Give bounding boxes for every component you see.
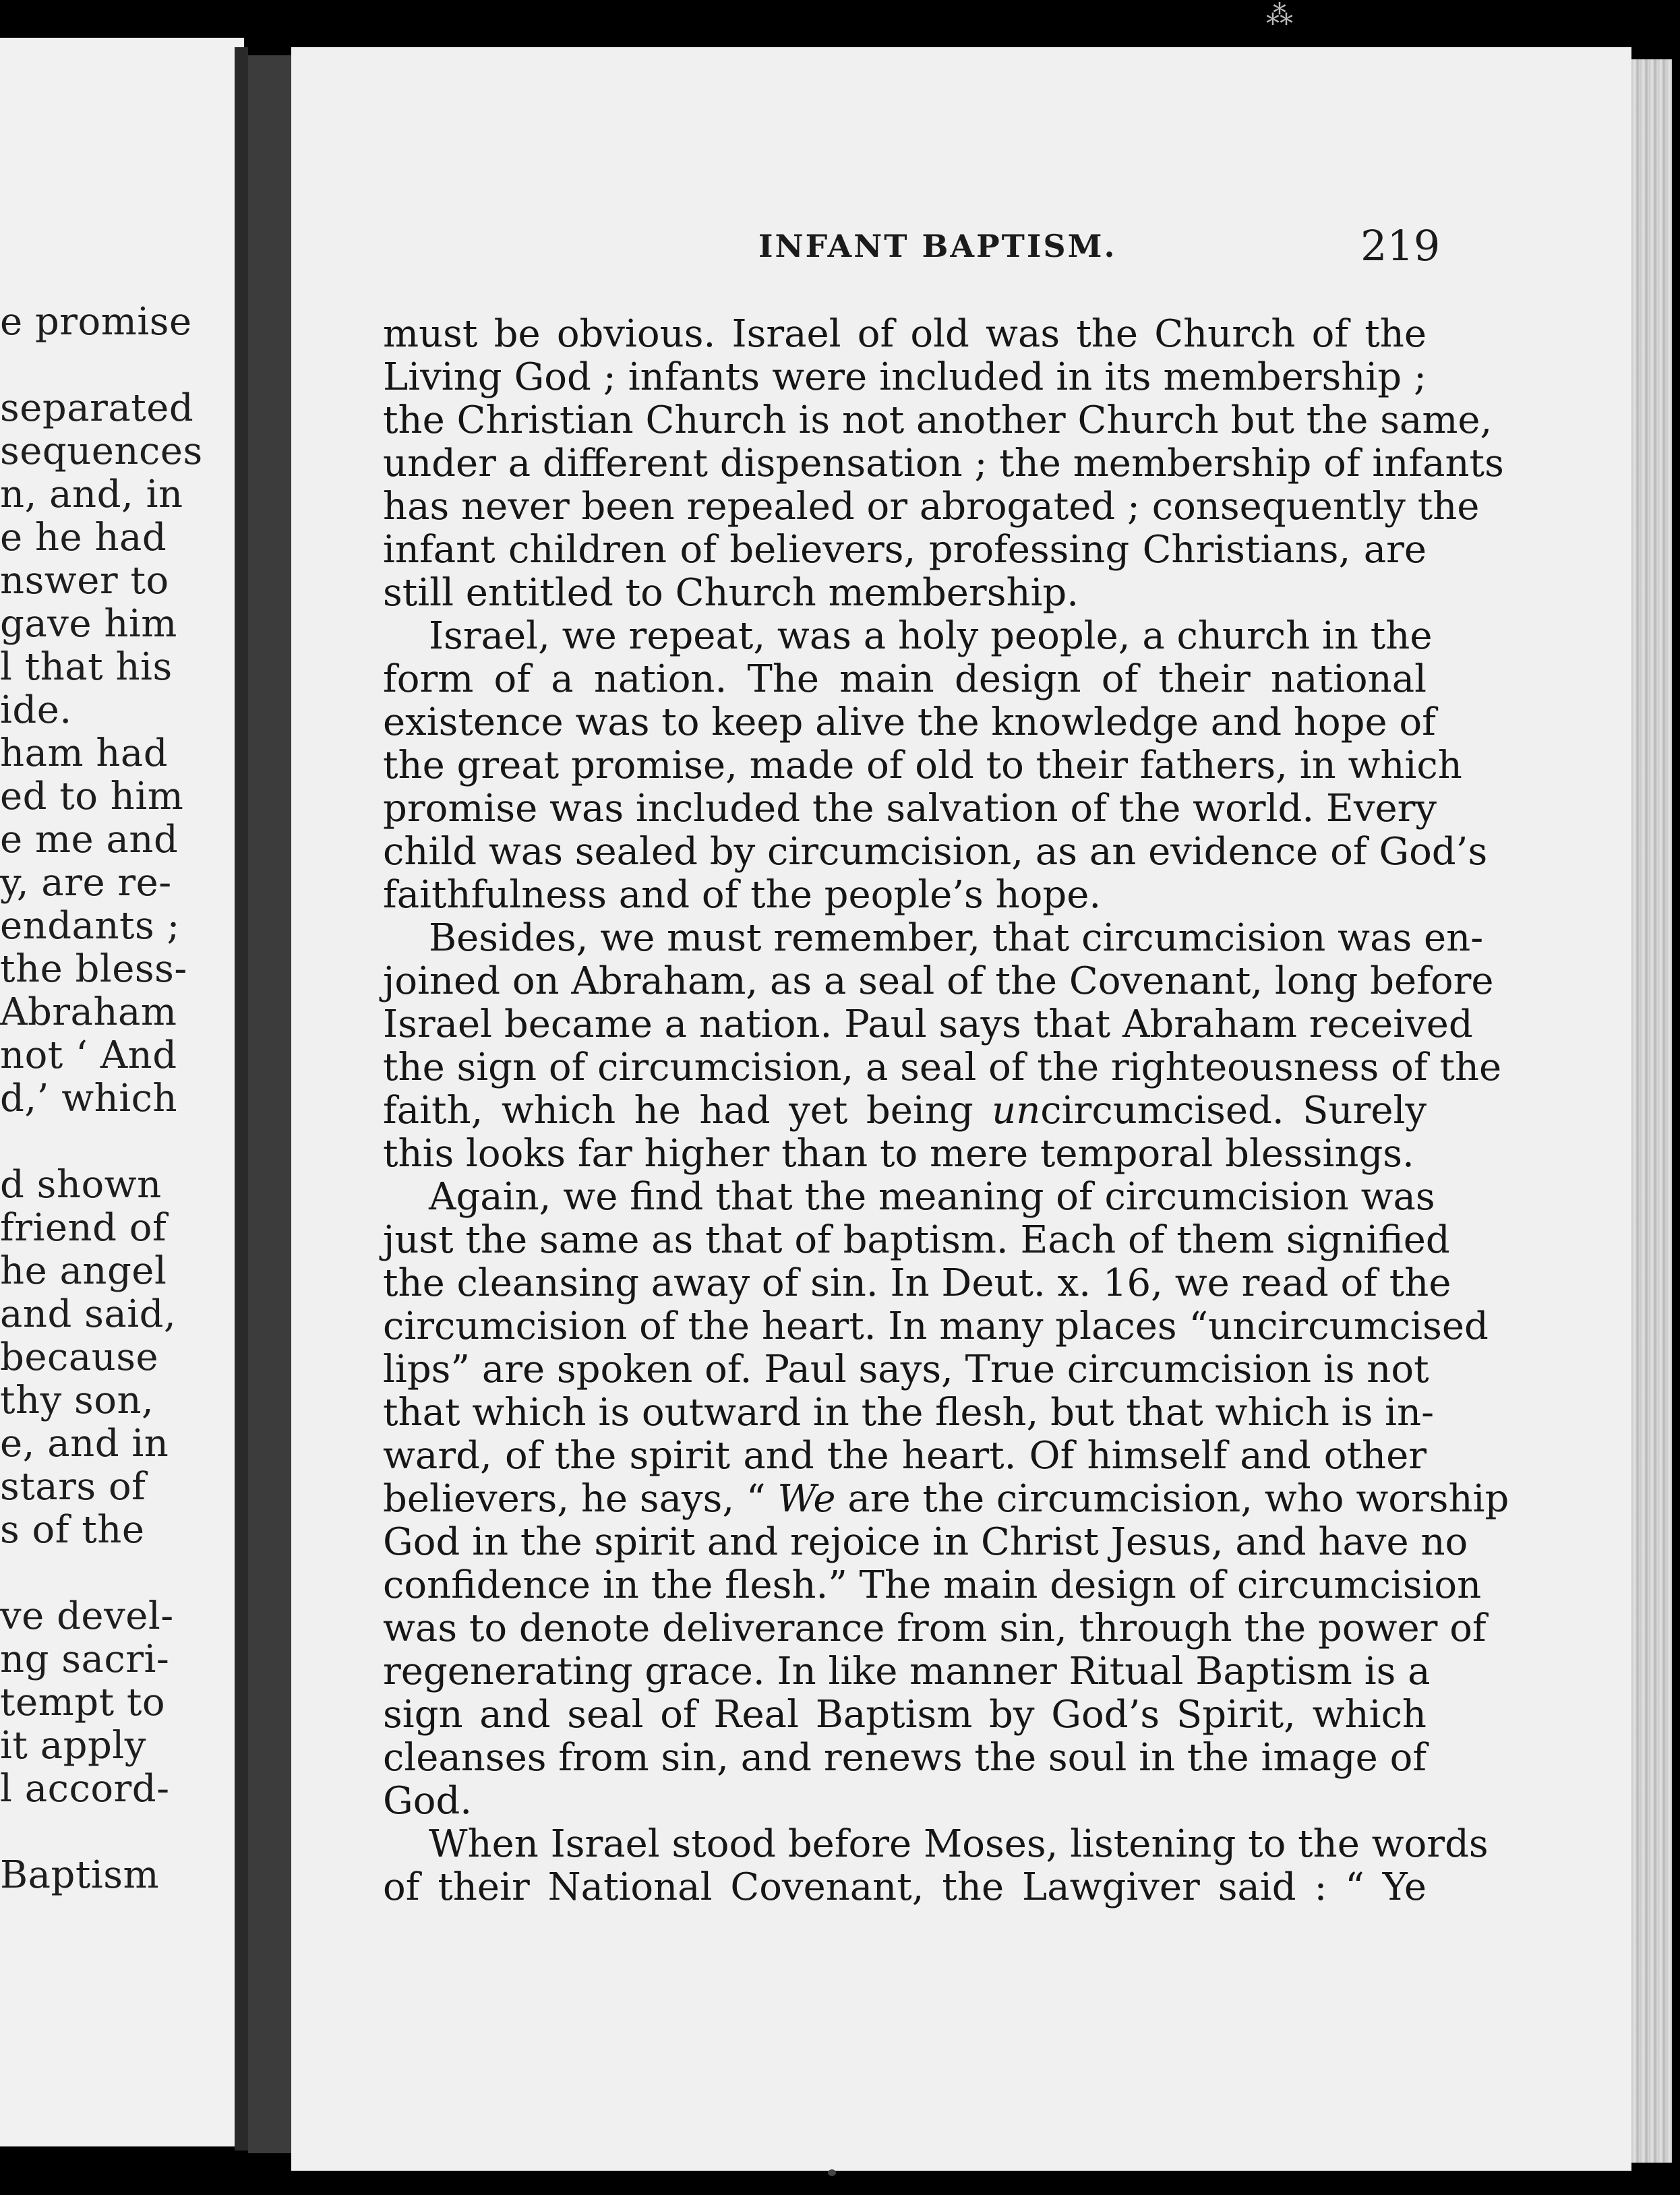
facing-page-line: d shown [0, 1163, 162, 1207]
body-line: regenerating grace. In like manner Ritual Baptism is a [383, 1650, 1431, 1693]
body-line: still entitled to Church membership. [383, 571, 1079, 615]
line-text: circumcised. Surely [1040, 1089, 1427, 1133]
body-line: joined on Abraham, as a seal of the Covenant, long before [383, 959, 1494, 1003]
body-line: has never been repealed or abrogated ; consequently the [383, 485, 1480, 529]
body-line: of their National Covenant, the Lawgiver said : “ Ye [383, 1865, 1427, 1909]
facing-page-line: because [0, 1335, 159, 1379]
paragraph-start: Besides, we must remember, that circumcision was en- [429, 916, 1484, 960]
body-line-with-emphasis [383, 1477, 1509, 1521]
facing-page-line: nswer to [0, 559, 169, 603]
facing-page-line: friend of [0, 1206, 167, 1250]
body-line: that which is outward in the flesh, but that which is in- [383, 1391, 1435, 1435]
facing-page-line: e he had [0, 516, 167, 560]
line-text: believers, he says, “ [383, 1477, 778, 1521]
facing-page-line: Baptism [0, 1853, 160, 1897]
facing-page-line: tempt to [0, 1681, 166, 1724]
body-line: just the same as that of baptism. Each of them signified [383, 1218, 1450, 1262]
facing-page-line: d,’ which [0, 1077, 178, 1120]
facing-page-line: ve devel- [0, 1594, 174, 1638]
facing-page-line: it apply [0, 1724, 146, 1768]
body-line: sign and seal of Real Baptism by God’s Spirit, which [383, 1693, 1427, 1737]
facing-page-line: the bless- [0, 947, 187, 991]
facing-page-line: s of the [0, 1508, 145, 1552]
body-line: the sign of circumcision, a seal of the righteousness of the [383, 1046, 1502, 1089]
paragraph-start: Israel, we repeat, was a holy people, a church in the [429, 614, 1433, 658]
paragraph-start: When Israel stood before Moses, listening to the words [429, 1822, 1489, 1866]
line-text: are the circumcision, who worship [835, 1477, 1509, 1521]
facing-page-line: ed to him [0, 775, 184, 818]
facing-page-line: endants ; [0, 904, 180, 948]
facing-page-line: e, and in [0, 1422, 169, 1466]
page-edges [1631, 59, 1672, 2163]
facing-page-line: l that his [0, 645, 173, 689]
body-line: this looks far higher than to mere temporal blessings. [383, 1132, 1414, 1176]
body-line: cleanses from sin, and renews the soul in the image of [383, 1736, 1427, 1780]
body-line: under a different dispensation ; the membership of infants [383, 442, 1504, 485]
facing-page-line: separated [0, 386, 194, 430]
body-line: the cleansing away of sin. In Deut. x. 16, we read of the [383, 1261, 1451, 1305]
facing-page-line: n, and, in [0, 473, 183, 516]
body-line: confidence in the flesh.” The main design of circumcision [383, 1563, 1482, 1607]
facing-page-line: e promise [0, 300, 192, 344]
body-line: God. [383, 1779, 473, 1823]
facing-page-line: not ‘ And [0, 1033, 177, 1077]
body-line: child was sealed by circumcision, as an evidence of God’s [383, 830, 1488, 874]
facing-page-line: gave him [0, 602, 177, 646]
body-line: ward, of the spirit and the heart. Of himself and other [383, 1434, 1427, 1478]
body-line: Israel became a nation. Paul says that Abraham received [383, 1002, 1473, 1046]
facing-page [0, 38, 244, 2146]
facing-page-line: l accord- [0, 1767, 170, 1811]
facing-page-line: Abraham [0, 990, 177, 1034]
body-line: promise was included the salvation of the world. Every [383, 787, 1437, 831]
facing-page-line: e me and [0, 818, 179, 862]
body-line: God in the spirit and rejoice in Christ Jesus, and have no [383, 1520, 1468, 1564]
body-line: must be obvious. Israel of old was the Church of the [383, 312, 1427, 356]
running-title: INFANT BAPTISM. [758, 228, 1117, 264]
body-line: existence was to keep alive the knowledge and hope of [383, 700, 1436, 744]
binding-mark: ⁂ [1266, 0, 1293, 31]
body-line: was to denote deliverance from sin, through the power of [383, 1606, 1487, 1650]
gutter-shadow [248, 55, 291, 2153]
body-line: form of a nation. The main design of their national [383, 657, 1427, 701]
body-line: lips” are spoken of. Paul says, True circumcision is not [383, 1348, 1429, 1391]
facing-page-line: y, are re- [0, 861, 172, 905]
line-text: faith, which he had yet being [383, 1089, 992, 1133]
body-line: infant children of believers, professing Christians, are [383, 528, 1427, 572]
page-number: 219 [1360, 221, 1441, 270]
facing-page-line: stars of [0, 1465, 146, 1509]
facing-page-line: ide. [0, 688, 72, 732]
print-speck [828, 2169, 836, 2176]
facing-page-line: he angel [0, 1249, 167, 1293]
facing-page-line: thy son, [0, 1379, 154, 1422]
facing-page-line: and said, [0, 1292, 177, 1336]
body-line: Living God ; infants were included in its membership ; [383, 355, 1427, 399]
facing-page-line: ham had [0, 731, 169, 775]
body-line: circumcision of the heart. In many places “uncircumcised [383, 1304, 1489, 1348]
paragraph-start: Again, we find that the meaning of circumcision was [429, 1175, 1435, 1219]
facing-page-line: sequences [0, 429, 203, 473]
emphasis: un [992, 1089, 1041, 1133]
body-line: the great promise, made of old to their fathers, in which [383, 744, 1462, 787]
body-line: faithfulness and of the people’s hope. [383, 873, 1102, 917]
body-line-with-emphasis [383, 1089, 1427, 1133]
body-line: the Christian Church is not another Church but the same, [383, 398, 1493, 442]
book-gutter [235, 47, 248, 2151]
facing-page-line: ng sacri- [0, 1637, 170, 1681]
emphasis: We [777, 1477, 836, 1521]
